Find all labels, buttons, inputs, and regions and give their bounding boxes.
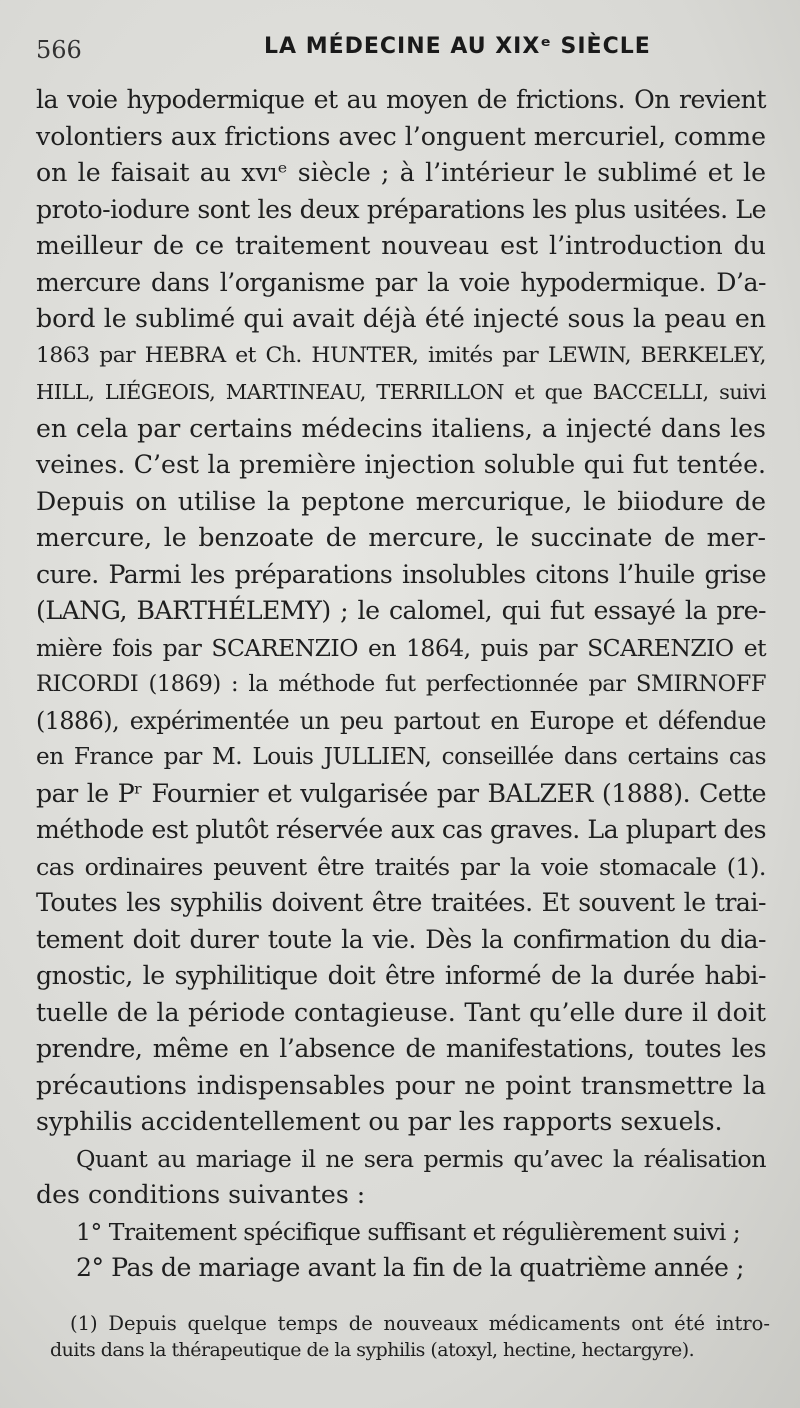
text-line: tuelle de la période contagieuse. Tant qu’elle dure il doit [36, 997, 766, 1027]
list-item: 1° Traitement spécifique suffisant et régulièrement suivi ; [76, 1217, 741, 1246]
text-line: Quant au mariage il ne sera permis qu’avec la réalisation [76, 1144, 766, 1173]
text-line: veines. C’est la première injection soluble qui fut tentée. [36, 450, 766, 479]
text-line: mercure dans l’organisme par la voie hypodermique. D’a- [36, 267, 766, 297]
text-line: RICORDI (1869) : la méthode fut perfectionnée par SMIRNOFF [36, 671, 766, 697]
text-line: méthode est plutôt réservée aux cas graves. La plupart des [36, 815, 766, 844]
footnote-line: (1) Depuis quelque temps de nouveaux médicaments ont été intro- [70, 1312, 770, 1335]
text-line: des conditions suivantes : [36, 1180, 366, 1209]
text-line: gnostic, le syphilitique doit être informé de la durée habi- [36, 961, 766, 990]
text-line: en cela par certains médecins italiens, a injecté dans les [36, 413, 766, 443]
text-line: la voie hypodermique et au moyen de frictions. On revient [36, 85, 766, 114]
footnote [50, 1310, 770, 1364]
text-line: tement doit durer toute la vie. Dès la confirmation du dia- [36, 924, 766, 954]
text-line: on le faisait au xvıᵉ siècle ; à l’intérieur le sublimé et le [36, 158, 766, 187]
text-line: mercure, le benzoate de mercure, le succinate de mer- [36, 523, 766, 552]
list-item: 2° Pas de mariage avant la fin de la quatrième année ; [76, 1253, 744, 1282]
running-title: LA MÉDECINE AU XIXᵉ SIÈCLE [264, 34, 651, 59]
text-line: Depuis on utilise la peptone mercurique, le biiodure de [36, 486, 766, 516]
text-line: Toutes les syphilis doivent être traitées. Et souvent le trai- [36, 888, 766, 917]
text-line: bord le sublimé qui avait déjà été injecté sous la peau en [36, 304, 766, 333]
text-line: précautions indispensables pour ne point transmettre la [36, 1070, 766, 1100]
text-line: proto-iodure sont les deux préparations les plus usitées. Le [36, 194, 766, 224]
page-header [36, 30, 764, 70]
text-line: (1886), expérimentée un peu partout en Europe et défendue [36, 706, 766, 735]
text-line: HILL, LIÉGEOIS, MARTINEAU, TERRILLON et que BACCELLI, suivi [36, 380, 766, 404]
body-text [36, 82, 766, 1287]
text-line: prendre, même en l’absence de manifestations, toutes les [36, 1034, 766, 1063]
text-line: en France par M. Louis JULLIEN, conseillée dans certains cas [36, 744, 766, 770]
text-line: mière fois par SCARENZIO en 1864, puis par SCARENZIO et [36, 633, 766, 662]
footnote-line: duits dans la thérapeutique de la syphilis (atoxyl, hectine, hectargyre). [50, 1339, 695, 1361]
text-line: volontiers aux frictions avec l’onguent mercuriel, comme [36, 121, 766, 151]
text-line: syphilis accidentellement ou par les rapports sexuels. [36, 1107, 723, 1136]
text-line: (LANG, BARTHÉLEMY) ; le calomel, qui fut essayé la pre- [36, 596, 766, 625]
page-number: 566 [36, 36, 82, 64]
text-line: par le Pʳ Fournier et vulgarisée par BALZER (1888). Cette [36, 778, 766, 808]
text-line: cas ordinaires peuvent être traités par la voie stomacale (1). [36, 852, 766, 881]
text-line: 1863 par HEBRA et Ch. HUNTER, imités par LEWIN, BERKELEY, [36, 342, 766, 368]
text-line: cure. Parmi les préparations insolubles citons l’huile grise [36, 559, 766, 589]
text-line: meilleur de ce traitement nouveau est l’introduction du [36, 231, 766, 260]
